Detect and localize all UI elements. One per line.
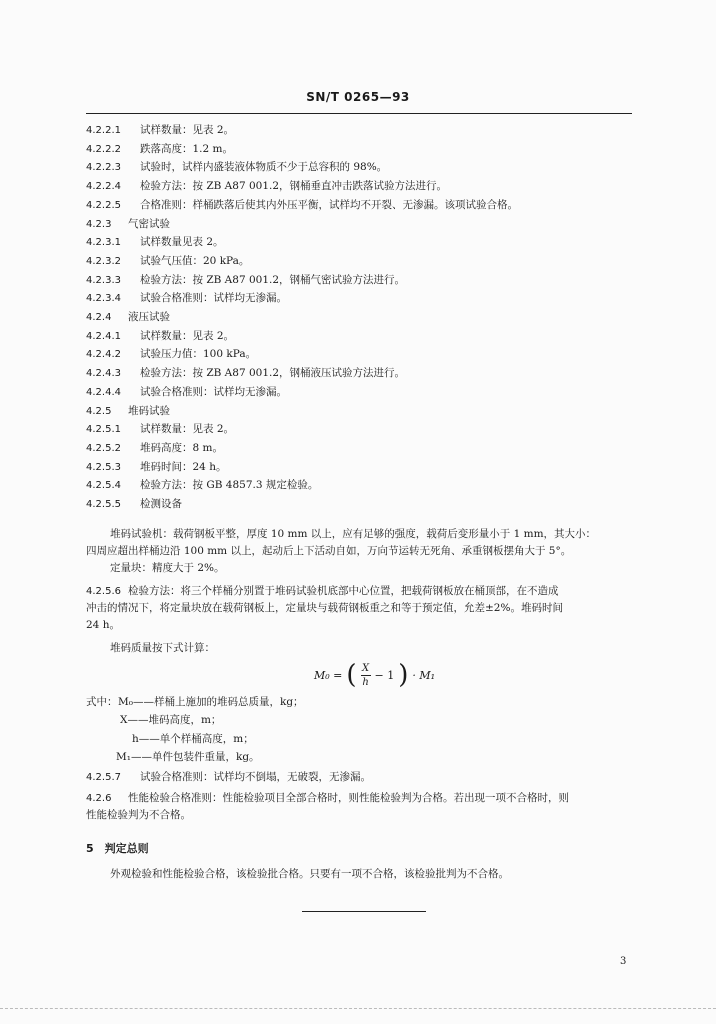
- clause-number: 4.2.3.4: [86, 293, 121, 305]
- formula-fraction: [361, 663, 371, 688]
- clause-text: 检验方法：将三个样桶分别置于堆码试验机底部中心位置，把载荷钢板放在桶顶部，在不造成: [128, 585, 559, 597]
- section-5-title: 5 判定总则: [86, 842, 149, 855]
- clause-text: 试验压力值：100 kPa。: [140, 348, 257, 361]
- clause-line: [86, 290, 632, 307]
- clause-line: [86, 496, 632, 513]
- definition-m0: M₀——样桶上施加的堆码总质量，kg；: [118, 696, 304, 708]
- clause-number: 4.2.3.2: [86, 255, 121, 267]
- clause-line: [86, 477, 632, 494]
- clause-text: 堆码时间：24 h。: [140, 460, 227, 473]
- clause-number: 4.2.5: [86, 405, 112, 417]
- clause-text: 试验合格准则：试样均无渗漏。: [140, 292, 287, 305]
- clause-number: 4.2.5.2: [86, 442, 121, 454]
- where-lead: 式中：: [86, 696, 118, 708]
- clause-text: 检验方法：按 GB 4857.3 规定检验。: [140, 479, 319, 492]
- clause-text: 跌落高度：1.2 m。: [140, 142, 233, 155]
- clause-text: 试样数量：见表 2。: [140, 423, 235, 436]
- header-rule: [86, 113, 632, 114]
- clause-line: [86, 365, 632, 382]
- formula-rhs: · M₁: [412, 668, 436, 682]
- clause-text: 检测设备: [140, 498, 182, 510]
- formula-tail: − 1: [374, 668, 395, 682]
- clause-line: [86, 421, 632, 438]
- clause-text: 检验方法：按 ZB A87 001.2，钢桶液压试验方法进行。: [140, 367, 406, 380]
- clause-line: [86, 197, 632, 214]
- section-5-text: 外观检验和性能检验合格，该检验批合格。只要有一项不合格，该检验批判为不合格。: [110, 868, 509, 880]
- formula-lhs: M₀ =: [314, 668, 343, 682]
- clause-line: [86, 403, 632, 420]
- clause-4-2-5-6-cont: 冲击的情况下，将定量块放在载荷钢板上，定量块与载荷钢板重之和等于预定值，允差±2%。堆码时间: [86, 602, 563, 614]
- clause-line: [86, 384, 632, 401]
- standard-code: SN/T 0265—93: [306, 90, 410, 104]
- clause-4-2-6-cont: 性能检验判为不合格。: [86, 809, 191, 821]
- clause-number: 4.2.2.4: [86, 181, 121, 193]
- clause-line: [86, 272, 632, 289]
- clause-text: 试验气压值：20 kPa。: [140, 254, 250, 267]
- clause-text: 液压试验: [128, 311, 170, 323]
- clause-line: [86, 216, 632, 233]
- clause-number: 4.2.6: [86, 793, 112, 804]
- clause-number: 4.2.5.1: [86, 424, 121, 436]
- clause-number: 4.2.2.1: [86, 125, 121, 136]
- clause-number: 4.2.4: [86, 312, 112, 323]
- scan-edge: [0, 1008, 716, 1009]
- clause-number: 4.2.4.1: [86, 330, 121, 342]
- clause-text: 堆码高度：8 m。: [140, 441, 223, 454]
- fraction-bar: [361, 675, 371, 676]
- page-number: 3: [620, 956, 627, 967]
- definition-x: X——堆码高度，m；: [120, 714, 222, 726]
- clause-line: [86, 328, 632, 345]
- clause-number: 4.2.5.6: [86, 586, 121, 597]
- clause-4-2-6: [86, 790, 632, 807]
- clause-number: 4.2.3.3: [86, 274, 121, 286]
- fraction-denominator: h: [362, 676, 369, 688]
- stacking-mass-formula: [314, 662, 435, 688]
- clause-text: 检验方法：按 ZB A87 001.2，钢桶垂直冲击跌落试验方法进行。: [140, 180, 448, 193]
- clause-line: [86, 440, 632, 457]
- clause-number: 4.2.2.2: [86, 143, 121, 155]
- clause-text: 堆码试验: [128, 404, 170, 417]
- clause-number: 4.2.5.3: [86, 461, 121, 473]
- clause-text: 合格准则：样桶跌落后使其内外压平衡，试样均不开裂、无渗漏。该项试验合格。: [140, 198, 518, 211]
- equipment-paragraph-1: 堆码试验机：载荷钢板平整，厚度 10 mm 以上，应有足够的强度，载荷后变形量小于 1 mm，其大小：: [110, 528, 597, 540]
- clause-line: [86, 141, 632, 158]
- clause-number: 4.2.4.4: [86, 386, 121, 398]
- clause-4-2-5-7: [86, 769, 632, 786]
- clause-line: [86, 309, 632, 326]
- formula-paren-open: (: [346, 660, 357, 690]
- definition-m1: M₁——单件包装件重量，kg。: [116, 751, 260, 763]
- clause-text: 试样数量见表 2。: [140, 236, 224, 249]
- clause-4-2-5-6-cont2: 24 h。: [86, 619, 120, 631]
- clause-line: [86, 122, 632, 139]
- clause-text: 试验合格准则：试样均不倒塌，无破裂，无渗漏。: [140, 771, 371, 783]
- clause-line: [86, 234, 632, 251]
- clause-line: [86, 346, 632, 363]
- clause-text: 检验方法：按 ZB A87 001.2，钢桶气密试验方法进行。: [140, 273, 406, 286]
- formula-intro: 堆码质量按下式计算：: [110, 642, 215, 654]
- clause-4-2-5-6: [86, 583, 632, 600]
- clause-line: [86, 253, 632, 270]
- clause-number: 4.2.2.5: [86, 199, 121, 211]
- clause-number: 4.2.2.3: [86, 162, 121, 174]
- clause-number: 4.2.5.5: [86, 499, 121, 510]
- clause-text: 试验时，试样内盛装液体物质不少于总容积的 98%。: [140, 161, 388, 174]
- end-rule: [302, 911, 426, 912]
- clause-line: [86, 159, 632, 176]
- clause-line: [86, 178, 632, 195]
- equipment-paragraph-2: 定量块：精度大于 2%。: [110, 562, 225, 574]
- clause-number: 4.2.5.4: [86, 480, 121, 492]
- formula-paren-close: ): [398, 660, 409, 690]
- clause-line: [86, 459, 632, 476]
- clause-number: 4.2.4.2: [86, 349, 121, 361]
- clause-number: 4.2.5.7: [86, 772, 121, 783]
- clause-number: 4.2.3.1: [86, 237, 121, 249]
- clause-text: 气密试验: [128, 217, 170, 230]
- clause-text: 试验合格准则：试样均无渗漏。: [140, 385, 287, 398]
- clause-number: 4.2.4.3: [86, 368, 121, 380]
- clause-text: 试样数量：见表 2。: [140, 124, 235, 136]
- equipment-paragraph-1-cont: 四周应超出样桶边沿 100 mm 以上，起动后上下活动自如，万向节运转无死角、承重钢板摆角大于 5°。: [86, 545, 572, 557]
- clause-text: 性能检验合格准则：性能检验项目全部合格时，则性能检验判为合格。若出现一项不合格时，则: [128, 792, 569, 804]
- definition-h: h——单个样桶高度，m；: [132, 733, 254, 745]
- fraction-numerator: X: [361, 662, 370, 674]
- clause-text: 试样数量：见表 2。: [140, 329, 235, 342]
- clause-number: 4.2.3: [86, 218, 112, 230]
